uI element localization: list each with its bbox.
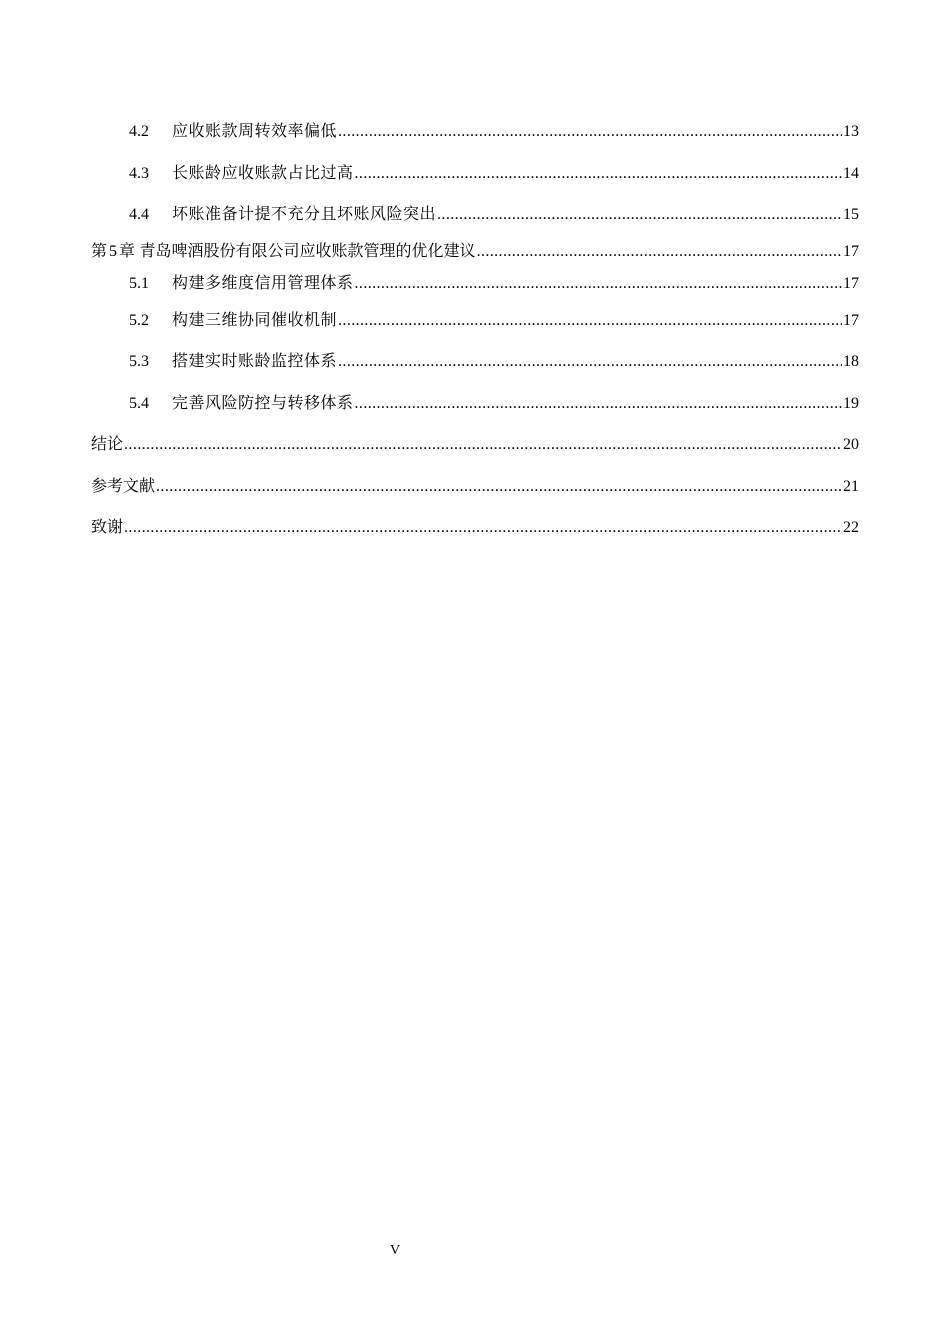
toc-entry-acknowledgements[interactable] <box>91 506 859 548</box>
table-of-contents <box>91 110 859 548</box>
dot-leader <box>124 507 842 548</box>
toc-entry-number: 4.4 <box>129 206 149 223</box>
dot-leader <box>124 424 842 465</box>
toc-entry-number: 5.1 <box>129 274 149 292</box>
dot-leader <box>338 300 842 341</box>
toc-entry-page: 15 <box>843 206 859 223</box>
toc-entry-title: 致谢 <box>91 517 124 536</box>
toc-entry-title: 长账龄应收账款占比过高 <box>172 162 354 182</box>
toc-entry-4-4[interactable] <box>91 193 859 235</box>
toc-entry-number: 5.4 <box>129 394 149 412</box>
dot-leader <box>338 341 842 382</box>
toc-entry-number: 4.2 <box>129 123 149 140</box>
toc-entry-number: 5.3 <box>129 353 149 370</box>
toc-entry-title: 构建三维协同催收机制 <box>172 309 338 329</box>
toc-entry-page: 17 <box>843 242 859 260</box>
toc-entry-5-3[interactable] <box>91 340 859 382</box>
chapter-number: 5 <box>109 242 118 260</box>
toc-entry-title: 完善风险防控与转移体系 <box>172 392 354 412</box>
toc-entry-conclusion[interactable] <box>91 423 859 465</box>
toc-entry-title: 坏账准备计提不充分且坏账风险突出 <box>172 204 437 223</box>
toc-entry-5-2[interactable] <box>91 299 859 341</box>
dot-leader <box>355 268 842 299</box>
toc-entry-number: 5.2 <box>129 311 149 329</box>
dot-leader <box>355 383 842 424</box>
toc-entry-title: 搭建实时账龄监控体系 <box>172 351 338 370</box>
page-number: V <box>389 1243 401 1258</box>
toc-entry-page: 18 <box>843 353 859 370</box>
toc-entry-page: 17 <box>843 274 859 292</box>
dot-leader <box>437 194 842 235</box>
toc-entry-title: 青岛啤酒股份有限公司应收账款管理的优化建议 <box>139 240 476 260</box>
dot-leader <box>156 466 842 507</box>
dot-leader <box>338 111 842 152</box>
toc-entry-4-2[interactable] <box>91 110 859 152</box>
toc-entry-title: 结论 <box>91 434 124 453</box>
chapter-suffix-text: 章 <box>119 240 136 260</box>
dot-leader <box>477 236 842 267</box>
toc-entry-5-1[interactable] <box>91 267 859 299</box>
toc-entry-page: 19 <box>843 394 859 412</box>
toc-entry-title: 构建多维度信用管理体系 <box>172 272 354 292</box>
toc-entry-page: 14 <box>843 164 859 182</box>
toc-entry-page: 17 <box>843 311 859 329</box>
toc-entry-page: 13 <box>843 123 859 140</box>
toc-entry-title: 应收账款周转效率偏低 <box>172 121 338 140</box>
toc-entry-5-4[interactable] <box>91 382 859 424</box>
toc-entry-page: 21 <box>843 477 859 495</box>
chapter-prefix-text: 第 <box>91 240 108 260</box>
dot-leader <box>355 153 842 194</box>
toc-entry-title: 参考文献 <box>91 475 156 495</box>
toc-entry-references[interactable] <box>91 465 859 507</box>
toc-entry-page: 20 <box>843 436 859 453</box>
toc-entry-page: 22 <box>843 519 859 536</box>
chapter-label <box>91 235 135 267</box>
toc-entry-4-3[interactable] <box>91 152 859 194</box>
toc-entry-number: 4.3 <box>129 164 149 182</box>
toc-entry-chapter-5[interactable] <box>91 235 859 267</box>
